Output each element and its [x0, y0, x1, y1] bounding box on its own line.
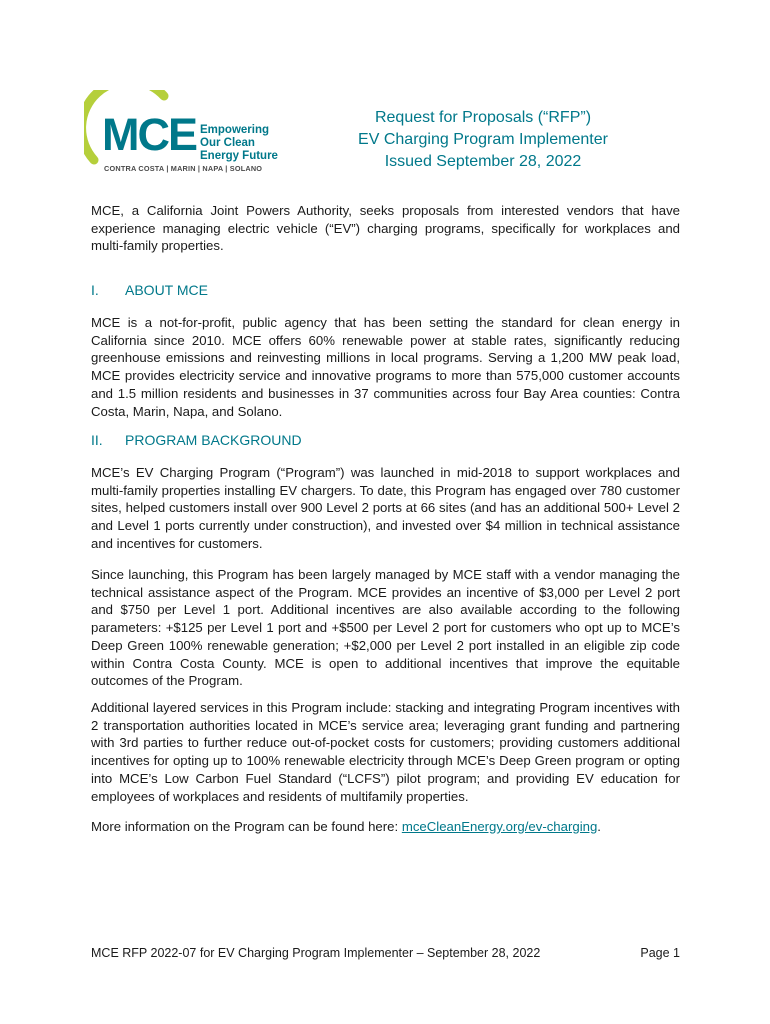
more-info-text: More information on the Program can be found here: — [91, 819, 402, 834]
section-title: ABOUT MCE — [125, 282, 208, 298]
about-paragraph: MCE is a not-for-profit, public agency that has been setting the standard for clean energy in California since 2010. MCE offers 60% renewable power at stable rates, significantly reducing greenhouse emissions and reinvesting millions in local programs. Serving a 1,200 MW peak load, MCE provides electricity service and innovative programs to more than 575,000 customer accounts and 1.5 million residents and businesses in 37 communities across four Bay Area counties: Contra Costa, Marin, Napa, and Solano. — [91, 315, 680, 419]
more-info-suffix: . — [597, 819, 601, 834]
more-info-paragraph — [91, 818, 680, 836]
background-paragraph-3: Additional layered services in this Program include: stacking and integrating Program incentives with 2 transportation authorities located in MCE’s service area; leveraging grant funding and partnering with 3rd parties to further reduce out-of-pocket costs for customers; providing customers additional incentives for opting up to 100% renewable electricity through MCE’s Deep Green program or opting into MCE’s Low Carbon Fuel Standard (“LCFS”) pilot program; and providing EV education for employees of workplaces and residents of multifamily properties. — [91, 700, 680, 804]
logo-tagline-line: Energy Future — [200, 150, 278, 162]
section-heading-about — [91, 282, 208, 298]
title-line-issued: Issued September 28, 2022 — [384, 153, 582, 170]
mce-logo — [84, 90, 284, 176]
logo-tagline-line: Empowering — [200, 124, 270, 136]
background-paragraph-1: MCE’s EV Charging Program (“Program”) was launched in mid-2018 to support workplaces and multi-family properties installing EV chargers. To date, this Program has engaged over 780 customer sites, helped customers install over 900 Level 2 ports at 66 sites (and has an additional 500+ Level 2 and Level 1 ports currently under construction), and invested over $4 million in technical assistance and incentives for customers. — [91, 465, 680, 551]
logo-counties: CONTRA COSTA | MARIN | NAPA | SOLANO — [104, 164, 263, 173]
background-paragraph-2: Since launching, this Program has been largely managed by MCE staff with a vendor managing the technical assistance aspect of the Program. MCE provides an incentive of $3,000 per Level 2 port and $750 per Level 1 port. Additional incentives are also available according to the following parameters: +$125 per Level 1 port and +$500 per Level 2 port for customers who opt up to MCE’s Deep Green 100% renewable generation; +$2,000 per Level 2 port installed in an eligible zip code within Contra Costa County. MCE is open to additional incentives that improve the equitable outcomes of the Program. — [91, 567, 680, 689]
section-number: II. — [91, 432, 103, 448]
logo-tagline — [200, 124, 290, 163]
logo-tagline-line: Our Clean — [200, 137, 255, 149]
footer-document-id: MCE RFP 2022-07 for EV Charging Program Implementer – September 28, 2022 — [91, 946, 541, 960]
logo-mark: MCE — [102, 109, 196, 160]
title-line-rfp: Request for Proposals (“RFP”) — [374, 109, 592, 126]
title-line-program: EV Charging Program Implementer — [358, 131, 608, 148]
section-title: PROGRAM BACKGROUND — [125, 432, 302, 448]
section-number: I. — [91, 282, 99, 298]
program-link[interactable]: mceCleanEnergy.org/ev-charging — [401, 819, 598, 834]
intro-paragraph: MCE, a California Joint Powers Authority, seeks proposals from interested vendors that have experience managing electric vehicle (“EV”) charging programs, specifically for workplaces and multi-family properties. — [91, 203, 680, 254]
document-title — [318, 107, 648, 173]
footer-page-number: Page 1 — [640, 946, 680, 960]
section-heading-background — [91, 432, 302, 448]
